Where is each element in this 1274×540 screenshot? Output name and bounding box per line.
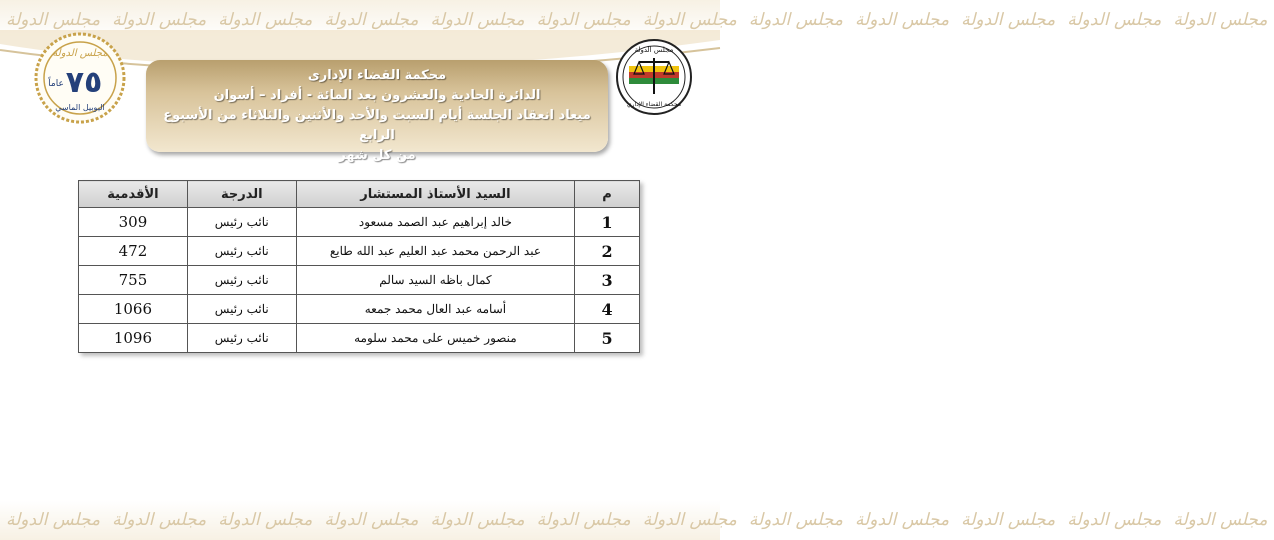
judges-table [78, 180, 640, 353]
cell-seniority: 309 [79, 208, 188, 237]
cell-grade: نائب رئيس [187, 208, 296, 237]
pattern-text: مجلس الدولة [642, 10, 737, 30]
header-grade: الدرجة [187, 181, 296, 208]
pattern-text: مجلس الدولة [324, 510, 419, 530]
cell-num: 5 [575, 324, 640, 353]
table-row [79, 266, 640, 295]
pattern-text: مجلس الدولة [536, 510, 631, 530]
cell-seniority: 1066 [79, 295, 188, 324]
pattern-text: مجلس الدولة [1067, 10, 1162, 30]
anniversary-seal-icon [34, 32, 126, 124]
session-schedule: ميعاد انعقاد الجلسة أيام السبت والأحد والأثنين والثلاثاء من الأسبوع الرابع [163, 108, 591, 143]
pattern-text: مجلس الدولة [855, 10, 950, 30]
pattern-text: مجلس الدولة [218, 510, 313, 530]
table-row [79, 324, 640, 353]
pattern-text: مجلس الدولة [1067, 510, 1162, 530]
court-seal-bottom-text: محكمة القضاء الإداري [626, 101, 682, 108]
session-schedule-cont: من كل شهر [338, 148, 416, 163]
pattern-text: مجلس الدولة [112, 510, 207, 530]
cell-grade: نائب رئيس [187, 266, 296, 295]
pattern-text: مجلس الدولة [1173, 10, 1268, 30]
pattern-text: مجلس الدولة [430, 510, 525, 530]
circuit-name: الدائرة الحادية والعشرون بعد المائة - أفراد – أسوان [213, 88, 541, 103]
cell-seniority: 755 [79, 266, 188, 295]
bottom-pattern-band [0, 500, 1268, 540]
pattern-text: مجلس الدولة [855, 510, 950, 530]
seal-years: عاماً [48, 79, 64, 89]
table-row [79, 208, 640, 237]
pattern-text: مجلس الدولة [961, 10, 1056, 30]
cell-seniority: 1096 [79, 324, 188, 353]
cell-name: عبد الرحمن محمد عبد العليم عبد الله طايع [296, 237, 574, 266]
cell-name: منصور خميس على محمد سلومه [296, 324, 574, 353]
pattern-text: مجلس الدولة [430, 10, 525, 30]
cell-grade: نائب رئيس [187, 295, 296, 324]
pattern-text: مجلس الدولة [1173, 510, 1268, 530]
table-row [79, 295, 640, 324]
court-title: محكمة القضاء الإدارى [307, 68, 447, 83]
pattern-text: مجلس الدولة [748, 510, 843, 530]
pattern-text: مجلس الدولة [642, 510, 737, 530]
cell-name: أسامه عبد العال محمد جمعه [296, 295, 574, 324]
pattern-text: مجلس الدولة [6, 10, 101, 30]
cell-num: 4 [575, 295, 640, 324]
pattern-text: مجلس الدولة [112, 10, 207, 30]
header-name: السيد الأستاذ المستشار [296, 181, 574, 208]
pattern-text: مجلس الدولة [961, 510, 1056, 530]
seal-bottom-text: اليوبيل الماسي [55, 103, 105, 112]
seal-top-text: مجلس الدولة [52, 48, 108, 59]
pattern-text: مجلس الدولة [218, 10, 313, 30]
cell-num: 2 [575, 237, 640, 266]
cell-grade: نائب رئيس [187, 237, 296, 266]
cell-grade: نائب رئيس [187, 324, 296, 353]
cell-num: 1 [575, 208, 640, 237]
pattern-text: مجلس الدولة [748, 10, 843, 30]
cell-name: خالد إبراهيم عبد الصمد مسعود [296, 208, 574, 237]
cell-name: كمال باظه السيد سالم [296, 266, 574, 295]
court-seal-icon [615, 36, 693, 118]
table-header-row [79, 181, 640, 208]
court-seal-top-text: مجلس الدولة [634, 46, 674, 54]
header-seniority: الأقدمية [79, 181, 188, 208]
seal-number: ٧٥ [65, 65, 103, 100]
cell-seniority: 472 [79, 237, 188, 266]
table-row [79, 237, 640, 266]
pattern-text: مجلس الدولة [324, 10, 419, 30]
pattern-text: مجلس الدولة [6, 510, 101, 530]
cell-num: 3 [575, 266, 640, 295]
header-num: م [575, 181, 640, 208]
court-header [146, 60, 608, 163]
pattern-text: مجلس الدولة [536, 10, 631, 30]
